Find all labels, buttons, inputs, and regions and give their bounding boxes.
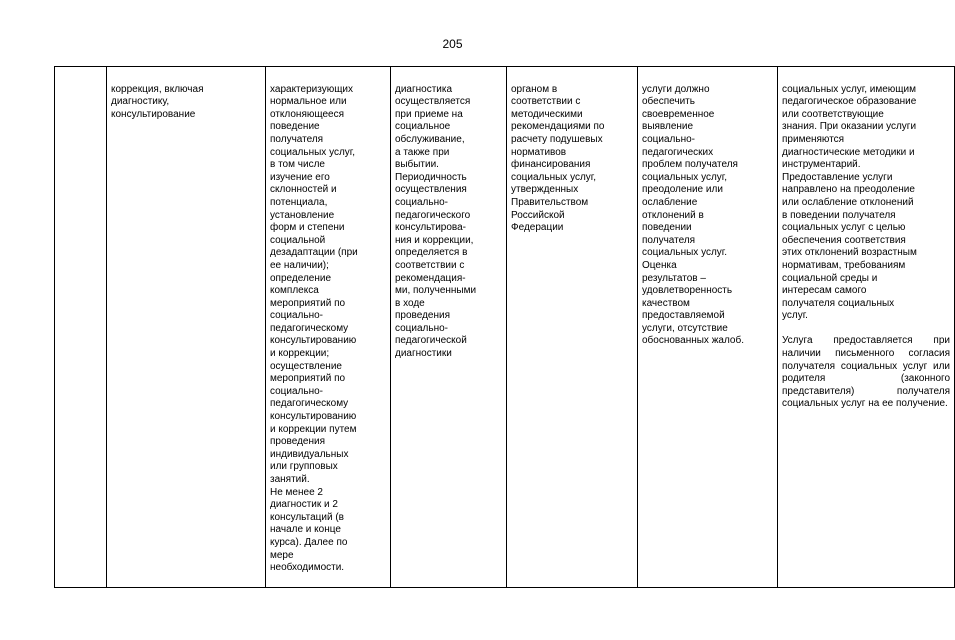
cell-text: характеризующих нормальное или отклоняющееся поведение получателя социальных услуг, в том числе изучение его склонностей и потенциала, установление форм и степени социальной дезадаптации (при ее наличии); определение комплекса мероприятий по социально- педагогическому консультированию и коррекции; осуществление мероприятий по социально- педагогическому консультированию и коррекции путем проведения индивидуальных или групповых занятий. Не менее 2 диагностик и 2 консультаций (в начале и конце курса). Далее по мере необходимости.	[270, 83, 358, 574]
table-cell-description	[266, 67, 391, 588]
page-number: 205	[442, 37, 463, 51]
cell-text: коррекция, включая диагностику, консультирование	[111, 83, 204, 120]
cell-text: диагностика осуществляется при приеме на социальное обслуживание, а также при выбытии. Периодичность осуществления социально- педагогического консультирова- ния и коррекции, определяется в соответствии с рекомендация- ми, полученными в ходе проведения социально- педагогической диагностики	[395, 83, 477, 360]
table-cell-conditions	[778, 67, 955, 588]
table-cell-service-name	[107, 67, 266, 588]
cell-text-consent: Услуга предоставляется при наличии письменного согласия получателя социальных услуг или родителя (законного представителя) получателя социальных услуг на ее получение.	[782, 335, 950, 410]
cell-text: социальных услуг, имеющим педагогическое образование или соответствующие знания. При оказании услуги применяются диагностические методики и инструментарий. Предоставление услуги направлено на преодоление или ослабление отклонений в поведении получателя социальных услуг с целью обеспечения соответствия этих отклонений возрастным нормативам, требованиям социальной среды и интересам самого получателя социальных услуг.	[782, 83, 917, 322]
table-cell-quality	[638, 67, 778, 588]
services-table	[54, 66, 955, 588]
table-cell-periodicity	[391, 67, 507, 588]
table-cell-number	[55, 67, 107, 588]
table-row	[55, 67, 955, 588]
table-cell-tariff	[507, 67, 638, 588]
cell-text: услуги должно обеспечить своевременное выявление социально- педагогических проблем получателя социальных услуг, преодоление или ослабление отклонений в поведении получателя социальных услуг. Оценка результатов – удовлетворенность качеством предоставляемой услуги, отсутствие обоснованных жалоб.	[642, 83, 744, 347]
cell-text: органом в соответствии с методическими рекомендациями по расчету подушевых нормативов финансирования социальных услуг, утвержденных Правительством Российской Федерации	[511, 83, 605, 234]
